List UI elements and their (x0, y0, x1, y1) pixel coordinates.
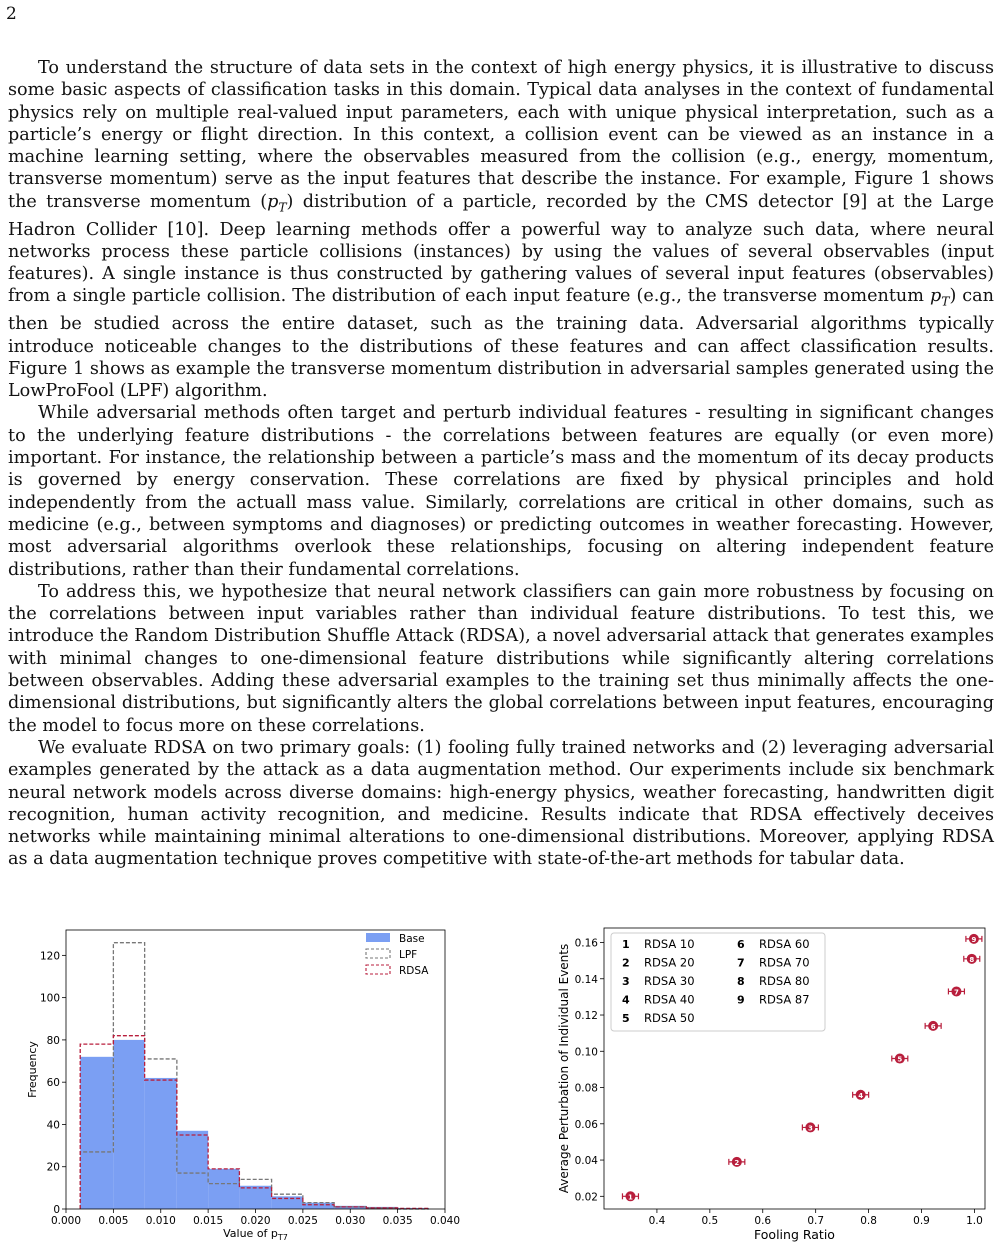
hist-bar-base (303, 1203, 334, 1209)
scatter-legend-id: 7 (737, 956, 745, 970)
hist-bar-base (208, 1169, 239, 1209)
legend-label-base: Base (399, 933, 425, 945)
scatter-marker-label: 2 (734, 1158, 740, 1167)
scatter-ytick-label: 0.02 (574, 1191, 598, 1204)
scatter-xtick-label: 0.6 (754, 1215, 772, 1227)
hist-xtick-label: 0.020 (240, 1215, 271, 1227)
hist-xtick-label: 0.040 (429, 1215, 461, 1227)
scatter-figure (550, 922, 995, 1242)
scatter-ytick-label: 0.10 (574, 1046, 598, 1059)
hist-ytick-label: 40 (46, 1119, 60, 1132)
hist-xtick-label: 0.010 (145, 1215, 176, 1227)
scatter-legend-label: RDSA 20 (644, 955, 695, 970)
scatter-ytick-label: 0.12 (574, 1010, 598, 1023)
hist-bar-base (239, 1186, 271, 1209)
scatter-legend-id: 8 (737, 975, 745, 988)
hist-xtick-label: 0.005 (98, 1215, 129, 1227)
legend-swatch-rdsa (366, 965, 390, 974)
scatter-legend-id: 2 (622, 956, 630, 970)
paragraph-1: To understand the structure of data sets in the context of high energy physics, it is illustrative to discuss some basic aspects of classification tasks in this domain. Typical data analyses in the context of fundamental physics rely on multiple real-valued input parameters, each with unique physical interpretation, such as a particle’s energy or flight direction. In this context, a collision event can be viewed as an instance in a machine learning setting, where the observables measured from the collision (e.g., energy, momentum, transverse momentum) serve as the input features that describe the instance. For example, Figure 1 shows the transverse momentum $(p_T)$ distribution of a particle, recorded by the CMS detector [9] at the Large Hadron Collider [10]. Deep learning methods offer a powerful way to analyze such data, where neural networks process these particle collisions (instances) by using the values of several observables (input features). A single instance is thus constructed by gathering values of several input features (observables) from a single particle collision. The distribution of each input feature (e.g., the transverse momentum $p_T$) can then be studied across the entire dataset, such as the training data. Adversarial algorithms typically introduce noticeable changes to the distributions of these features and can affect classification results. Figure 1 shows as example the transverse momentum distribution in adversarial samples generated using the LowProFool (LPF) algorithm. (8, 58, 994, 402)
hist-ylabel: Frequency (26, 1041, 39, 1098)
hist-xtick-label: 0.035 (382, 1215, 413, 1227)
scatter-marker-label: 7 (953, 988, 959, 997)
scatter-legend-label: RDSA 50 (644, 1011, 695, 1025)
legend-label-lpf: LPF (399, 949, 418, 961)
scatter-legend-label: RDSA 60 (759, 937, 810, 951)
hist-ytick-label: 120 (39, 950, 60, 963)
scatter-marker-label: 5 (897, 1055, 903, 1064)
scatter-xtick-label: 0.7 (807, 1215, 825, 1227)
scatter-ytick-label: 0.04 (574, 1155, 598, 1168)
scatter-marker-label: 4 (858, 1091, 864, 1100)
scatter-legend-id: 5 (622, 1012, 630, 1025)
scatter-legend-id: 9 (737, 993, 745, 1007)
scatter-legend-label: RDSA 80 (759, 974, 810, 988)
scatter-legend-label: RDSA 30 (644, 974, 695, 988)
histogram-chart (20, 922, 470, 1242)
hist-xtick-label: 0.015 (193, 1215, 224, 1227)
scatter-point-6 (925, 1021, 941, 1031)
scatter-legend-id: 3 (622, 975, 630, 988)
scatter-point-9 (966, 934, 982, 944)
legend-swatch-base (366, 933, 390, 942)
hist-ytick-label: 0 (53, 1204, 60, 1216)
hist-xtick-label: 0.000 (50, 1215, 82, 1227)
hist-ytick-label: 20 (46, 1161, 60, 1174)
scatter-ytick-label: 0.14 (574, 973, 598, 986)
scatter-legend-label: RDSA 87 (759, 992, 810, 1007)
histogram-figure (20, 922, 470, 1242)
scatter-legend-id: 1 (622, 938, 630, 951)
scatter-xtick-label: 0.5 (701, 1215, 719, 1227)
scatter-legend-id: 6 (737, 938, 745, 951)
scatter-marker-label: 3 (807, 1124, 813, 1133)
scatter-xtick-label: 0.9 (913, 1215, 930, 1227)
scatter-marker-label: 8 (969, 955, 975, 964)
scatter-marker-label: 6 (930, 1022, 936, 1031)
hist-bar-base (177, 1131, 208, 1209)
scatter-xtick-label: 1.0 (966, 1215, 983, 1227)
page-number: 2 (6, 4, 17, 24)
legend-swatch-lpf (366, 949, 390, 958)
scatter-legend-label: RDSA 10 (644, 937, 695, 951)
scatter-marker-label: 9 (971, 935, 977, 944)
hist-bar-base (80, 1057, 113, 1209)
scatter-point-2 (729, 1157, 745, 1167)
hist-xtick-label: 0.025 (287, 1215, 318, 1227)
hist-legend (366, 933, 429, 977)
legend-label-rdsa: RDSA (399, 965, 429, 977)
scatter-xtick-label: 0.4 (648, 1215, 666, 1227)
scatter-legend-id: 4 (622, 993, 630, 1007)
scatter-xtick-label: 0.8 (860, 1215, 877, 1227)
body-text (8, 57, 994, 871)
scatter-legend (611, 933, 825, 1031)
scatter-legend-label: RDSA 70 (759, 955, 810, 970)
hist-bar-base (113, 1040, 144, 1209)
hist-ytick-label: 80 (46, 1034, 60, 1047)
scatter-point-1 (622, 1191, 638, 1201)
paragraph-2: While adversarial methods often target and perturb individual features - resulting in significant changes to the underlying feature distributions - the correlations between features are equally (or even more) important. For instance, the relationship between a particle’s mass and the momentum of its decay products is governed by energy conservation. These correlations are fixed by physical principles and hold independently from the actuall mass value. Similarly, correlations are critical in other domains, such as medicine (e.g., between symptoms and diagnoses) or predicting outcomes in weather forecasting. However, most adversarial algorithms overlook these relationships, focusing on altering independent feature distributions, rather than their fundamental correlations. (8, 403, 994, 580)
hist-xtick-label: 0.030 (335, 1215, 366, 1227)
scatter-xlabel: Fooling Ratio (754, 1227, 835, 1242)
scatter-ytick-label: 0.08 (574, 1082, 598, 1095)
scatter-point-3 (802, 1122, 818, 1132)
scatter-ytick-label: 0.06 (574, 1118, 598, 1131)
hist-ytick-label: 100 (39, 992, 60, 1005)
paragraph-3: To address this, we hypothesize that neural network classifiers can gain more robustness by focusing on the correlations between input variables rather than individual feature distributions. To test this, we introduce the Random Distribution Shuffle Attack (RDSA), a novel adversarial attack that generates examples with minimal changes to one-dimensional feature distributions while significantly altering correlations between observables. Adding these adversarial examples to the training set thus minimally affects the one-dimensional distributions, but significantly alters the global correlations between input features, encouraging the model to focus more on these correlations. (8, 581, 994, 736)
scatter-ytick-label: 0.16 (574, 937, 598, 950)
hist-xlabel: Value of $p_{T7}$ (223, 1227, 288, 1242)
scatter-point-4 (853, 1090, 869, 1100)
hist-ytick-label: 60 (46, 1077, 60, 1090)
hist-bar-base (145, 1078, 177, 1209)
scatter-point-5 (892, 1054, 908, 1064)
scatter-marker-label: 1 (628, 1193, 633, 1202)
scatter-point-7 (948, 986, 964, 996)
paragraph-4: We evaluate RDSA on two primary goals: (1) fooling fully trained networks and (2) leveraging adversarial examples generated by the attack as a data augmentation method. Our experiments include six benchmark neural network models across diverse domains: high-energy physics, weather forecasting, handwritten digit recognition, human activity recognition, and medicine. Results indicate that RDSA effectively deceives networks while maintaining minimal alterations to one-dimensional distributions. Moreover, applying RDSA as a data augmentation technique proves competitive with state-of-the-art methods for tabular data. (8, 737, 994, 870)
scatter-ylabel: Average Perturbation of Individual Events (557, 943, 571, 1194)
scatter-chart (550, 922, 995, 1242)
scatter-point-8 (964, 954, 980, 964)
scatter-legend-label: RDSA 40 (644, 992, 695, 1007)
